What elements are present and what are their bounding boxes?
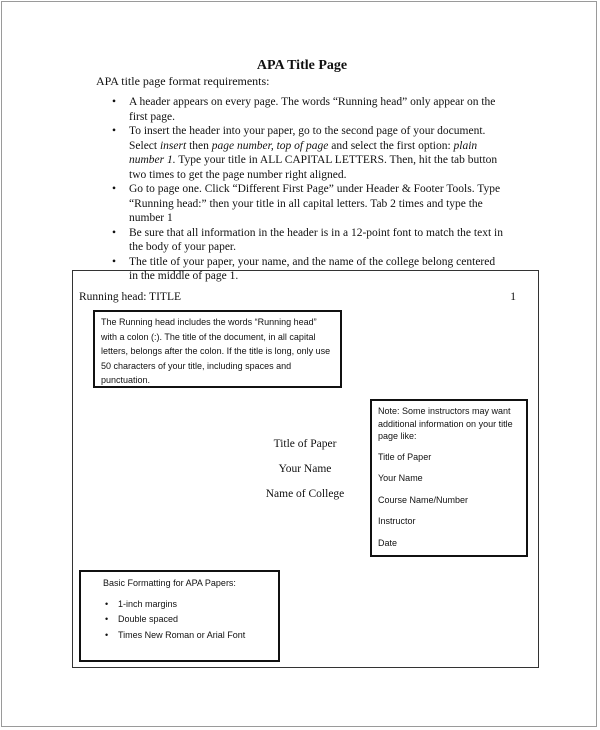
bullet-icon: • — [105, 598, 109, 609]
formatting-list — [87, 597, 272, 644]
your-name: Your Name — [278, 463, 332, 475]
list-item: • 1-inch margins — [87, 597, 272, 613]
bullet-icon: • — [112, 125, 117, 137]
running-head-note: The Running head includes the words “Running head” with a colon (:). The title of the document, in all capital letters, belongs after the colon. If the title is long, only use 50 characters of your title, including spaces and punctuation. — [93, 310, 342, 388]
list-item: Your Name — [378, 473, 423, 483]
bullet-icon: • — [105, 629, 109, 640]
page-number: 1 — [510, 291, 516, 303]
instructor-note-intro: Note: Some instructors may want additional information on your title page like: — [378, 406, 513, 441]
intro-text: APA title page format requirements: — [96, 74, 270, 88]
requirements-list — [2, 95, 600, 284]
running-head: Running head: TITLE — [79, 291, 181, 303]
list-item: • Times New Roman or Arial Font — [87, 628, 272, 644]
list-item: • To insert the header into your paper, go to the second page of your document. Select insert then page number, top of page and select the first option: plain number 1. Type your title in ALL CAPITAL LETTERS. Then, hit the tab button two times to get the page number right aligned. — [112, 125, 498, 181]
list-item: • The title of your paper, your name, and the name of the college belong centered in the middle of page 1. — [112, 255, 496, 282]
list-item: • Be sure that all information in the header is in a 12-point font to match the text in the body of your paper. — [112, 226, 503, 253]
bullet-icon: • — [112, 183, 117, 195]
list-item: • Go to page one. Click “Different First Page” under Header & Footer Tools. Type “Running head:” then your title in all capital letters. Tab 2 times and type the number 1 — [112, 183, 501, 224]
sample-title-page — [72, 270, 539, 668]
list-item: • A header appears on every page. The words “Running head” only appear on the first page. — [112, 96, 496, 123]
list-item: Course Name/Number — [378, 494, 469, 505]
bullet-icon: • — [112, 96, 117, 108]
formatting-heading: Basic Formatting for APA Papers: — [103, 578, 236, 588]
formatting-note — [79, 570, 280, 662]
list-item: Date — [378, 537, 398, 548]
bullet-icon: • — [105, 614, 109, 624]
list-item: • Double spaced — [87, 612, 272, 628]
list-item: Title of Paper — [378, 451, 432, 462]
instructor-note — [370, 399, 528, 557]
name-of-college: Name of College — [265, 488, 345, 500]
title-of-paper: Title of Paper — [273, 438, 337, 450]
list-item: Instructor — [378, 516, 416, 526]
bullet-icon: • — [112, 255, 117, 268]
page-title: APA Title Page — [256, 58, 348, 73]
bullet-icon: • — [112, 226, 117, 239]
document-page — [1, 1, 597, 727]
